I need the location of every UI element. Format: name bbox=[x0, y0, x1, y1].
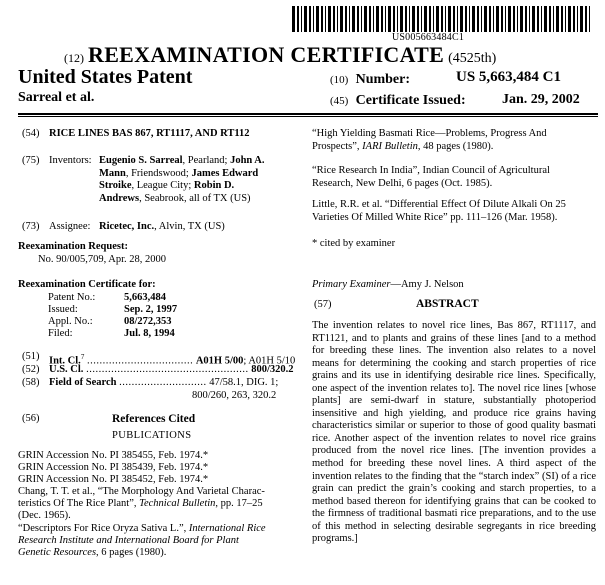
barcode-bar bbox=[292, 6, 295, 32]
header-rule bbox=[18, 113, 598, 115]
issued-label: Certificate Issued: bbox=[355, 93, 466, 108]
barcode bbox=[292, 6, 594, 32]
barcode-bar bbox=[484, 6, 487, 32]
refs-heading: References Cited bbox=[112, 413, 196, 425]
header-rule-thin bbox=[18, 116, 598, 117]
number-label: Number: bbox=[355, 72, 411, 87]
barcode-bar bbox=[489, 6, 491, 32]
abstract-heading: ABSTRACT bbox=[416, 298, 479, 310]
barcode-bar bbox=[405, 6, 407, 32]
barcode-bar bbox=[436, 6, 439, 32]
assignee-label: Assignee: bbox=[49, 221, 91, 232]
barcode-bar bbox=[429, 6, 431, 32]
barcode-bar bbox=[337, 6, 338, 32]
barcode-bar bbox=[460, 6, 463, 32]
barcode-bar bbox=[297, 6, 299, 32]
assignee-value: Ricetec, Inc., Alvin, TX (US) bbox=[99, 221, 225, 232]
barcode-bar bbox=[525, 6, 527, 32]
barcode-bar bbox=[577, 6, 578, 32]
barcode-bar bbox=[568, 6, 571, 32]
patent-number-row bbox=[330, 71, 410, 88]
barcode-bar bbox=[448, 6, 451, 32]
publications-heading: PUBLICATIONS bbox=[112, 430, 192, 441]
barcode-bar bbox=[424, 6, 427, 32]
intcl-row: Int. Cl.$^7$ .................................. A01H 5/00; A01H 5/10 bbox=[49, 353, 296, 367]
inventors-label: Inventors: bbox=[49, 155, 92, 166]
barcode-bar bbox=[549, 6, 551, 32]
barcode-bar bbox=[537, 6, 539, 32]
barcode-bar bbox=[352, 6, 355, 32]
barcode-bar bbox=[373, 6, 374, 32]
reference-4: Chang, T. T. et al., “The Morphology And Varietal Charac- teristics Of The Rice Plant”, Technical Bulletin, pp. 17–25 (Dec. 1965). bbox=[18, 486, 265, 522]
barcode-bar bbox=[453, 6, 455, 32]
barcode-bar bbox=[328, 6, 331, 32]
fos-value-2: 800/260, 263, 320.2 bbox=[192, 390, 277, 401]
barcode-bar bbox=[393, 6, 395, 32]
appl-no-label: Appl. No.: bbox=[48, 316, 93, 327]
cited-by-examiner: * cited by examiner bbox=[312, 238, 396, 249]
barcode-bar bbox=[316, 6, 319, 32]
reexam-cert-heading: Reexamination Certificate for: bbox=[18, 279, 156, 290]
barcode-bar bbox=[301, 6, 302, 32]
reference-1: GRIN Accession No. PI 385455, Feb. 1974.* bbox=[18, 450, 209, 461]
barcode-bar bbox=[517, 6, 518, 32]
title-field-code: (54) bbox=[22, 128, 40, 139]
barcode-bar bbox=[472, 6, 475, 32]
primary-examiner: Primary Examiner—Amy J. Nelson bbox=[312, 279, 464, 290]
barcode-bar bbox=[309, 6, 311, 32]
reexam-request-heading: Reexamination Request: bbox=[18, 241, 128, 252]
barcode-bar bbox=[580, 6, 583, 32]
filed-value: Jul. 8, 1994 bbox=[124, 328, 175, 339]
barcode-bar bbox=[556, 6, 559, 32]
filed-label: Filed: bbox=[48, 328, 73, 339]
barcode-bar bbox=[333, 6, 335, 32]
barcode-bar bbox=[417, 6, 419, 32]
refs-code: (56) bbox=[22, 413, 40, 424]
reexam-request-value: No. 90/005,709, Apr. 28, 2000 bbox=[38, 254, 167, 265]
inventors-code: (75) bbox=[22, 155, 40, 166]
barcode-bar bbox=[441, 6, 443, 32]
barcode-bar bbox=[321, 6, 323, 32]
barcode-bar bbox=[412, 6, 415, 32]
barcode-bar bbox=[469, 6, 470, 32]
barcode-bar bbox=[565, 6, 566, 32]
barcode-bar bbox=[541, 6, 542, 32]
reference-6: “High Yielding Basmati Rice—Problems, Progress And Prospects”, IARI Bulletin, 48 pages (1980). bbox=[312, 128, 547, 152]
barcode-bar bbox=[501, 6, 503, 32]
reference-5: “Descriptors For Rice Oryza Sativa L.”, International Rice Research Institute and International Board for Plant Genetic Resources, 6 pages (1980). bbox=[18, 523, 266, 559]
barcode-bar bbox=[433, 6, 434, 32]
barcode-bar bbox=[364, 6, 367, 32]
certificate-title-line bbox=[64, 42, 604, 68]
issued-code: (45) bbox=[330, 95, 349, 107]
patent-number-value: US 5,663,484 C1 bbox=[456, 69, 562, 85]
barcode-bar bbox=[385, 6, 386, 32]
uscl-row: U.S. Cl. .................................................... 800/320.2 bbox=[49, 364, 294, 375]
barcode-bar bbox=[376, 6, 379, 32]
barcode-bar bbox=[544, 6, 547, 32]
abstract-code: (57) bbox=[314, 299, 332, 310]
barcode-bar bbox=[553, 6, 554, 32]
barcode-bar bbox=[313, 6, 314, 32]
inventors-list: Eugenio S. Sarreal, Pearland; John A. Mann, Friendswood; James Edward Stroike, League City; Robin D. Andrews, Seabrook, all of TX (US) bbox=[99, 155, 265, 204]
country-heading: United States Patent bbox=[18, 66, 193, 88]
patent-no-label: Patent No.: bbox=[48, 292, 96, 303]
fos-code: (58) bbox=[22, 377, 40, 388]
barcode-bar bbox=[493, 6, 494, 32]
barcode-bar bbox=[361, 6, 362, 32]
assignee-code: (73) bbox=[22, 221, 40, 232]
appl-no-value: 08/272,353 bbox=[124, 316, 172, 327]
issued-label: Issued: bbox=[48, 304, 78, 315]
barcode-bar bbox=[481, 6, 482, 32]
barcode-bar bbox=[465, 6, 467, 32]
barcode-bar bbox=[304, 6, 307, 32]
barcode-bar bbox=[445, 6, 446, 32]
issued-value: Sep. 2, 1997 bbox=[124, 304, 178, 315]
barcode-bar bbox=[421, 6, 422, 32]
barcode-bar bbox=[388, 6, 391, 32]
uscl-code: (52) bbox=[22, 364, 40, 375]
barcode-bar bbox=[477, 6, 479, 32]
barcode-bar bbox=[409, 6, 410, 32]
barcode-bar bbox=[589, 6, 590, 32]
certificate-number: (4525th) bbox=[448, 51, 497, 66]
patent-no-value: 5,663,484 bbox=[124, 292, 166, 303]
number-code: (10) bbox=[330, 74, 349, 86]
barcode-bar bbox=[381, 6, 383, 32]
document-number: US005663484C1 bbox=[392, 32, 465, 43]
reference-3: GRIN Accession No. PI 385452, Feb. 1974.* bbox=[18, 474, 209, 485]
barcode-bar bbox=[457, 6, 458, 32]
barcode-bar bbox=[325, 6, 326, 32]
reference-2: GRIN Accession No. PI 385439, Feb. 1974.* bbox=[18, 462, 209, 473]
barcode-bar bbox=[357, 6, 359, 32]
barcode-bar bbox=[369, 6, 371, 32]
barcode-bar bbox=[505, 6, 506, 32]
issued-row bbox=[330, 92, 466, 109]
barcode-bar bbox=[508, 6, 511, 32]
barcode-bar bbox=[496, 6, 499, 32]
barcode-bar bbox=[513, 6, 515, 32]
barcode-bar bbox=[529, 6, 530, 32]
inventors-short: Sarreal et al. bbox=[18, 90, 95, 105]
barcode-bar bbox=[520, 6, 523, 32]
barcode-bar bbox=[585, 6, 587, 32]
reference-8: Little, R.R. et al. “Differential Effect Of Dilute Alkali On 25 Varieties Of Milled White Rice” pp. 111–126 (Mar. 1958). bbox=[312, 199, 566, 223]
barcode-bar bbox=[561, 6, 563, 32]
patent-title: RICE LINES BAS 867, RT1117, AND RT112 bbox=[49, 128, 250, 139]
issued-value: Jan. 29, 2002 bbox=[502, 92, 580, 107]
intcl-code: (51) bbox=[22, 351, 40, 362]
barcode-bar bbox=[532, 6, 535, 32]
barcode-bar bbox=[349, 6, 350, 32]
barcode-bar bbox=[573, 6, 575, 32]
barcode-bar bbox=[400, 6, 403, 32]
barcode-bar bbox=[345, 6, 347, 32]
title-code: (12) bbox=[64, 51, 84, 65]
fos-row: Field of Search ............................ 47/58.1, DIG. 1; bbox=[49, 377, 279, 388]
reference-7: “Rice Research In India”, Indian Council of Agricultural Research, New Delhi, 6 pages (Oct. 1985). bbox=[312, 165, 550, 189]
abstract-text: The invention relates to novel rice lines, Bas 867, RT1117, and RT1121, and to plants and grains of these lines [and to a method for breeding these lines. The invention also relates to a novel means for determining the cooking and starch properties of rice grains and its use in identifying desirable rice lines. Specifically, one aspect of the invention relates to]. The novel rice lines [whose plants] are semi-dwarf in stature, substantially photoperiod insensitive and high yielding, and produce rice grains having characteristics similar or superior to those of good quality basmati rice. Another aspect of the invention relates to novel rice grains produced from the novel rice lines. [The invention provides a method for breeding these novel lines. A third aspect of the invention relates to the finding that the “starch index” (SI) of a rice grain can predict the grain’s cooking and starch properties, to a method based thereon for identifying grains that can be cooked to the firmness of traditional basmati rice preparations, and to the use of this method in selecting desirable segregants in rice breeding programs.] bbox=[312, 320, 596, 545]
certificate-title: REEXAMINATION CERTIFICATE bbox=[88, 42, 445, 67]
barcode-bar bbox=[397, 6, 398, 32]
barcode-bar bbox=[340, 6, 343, 32]
